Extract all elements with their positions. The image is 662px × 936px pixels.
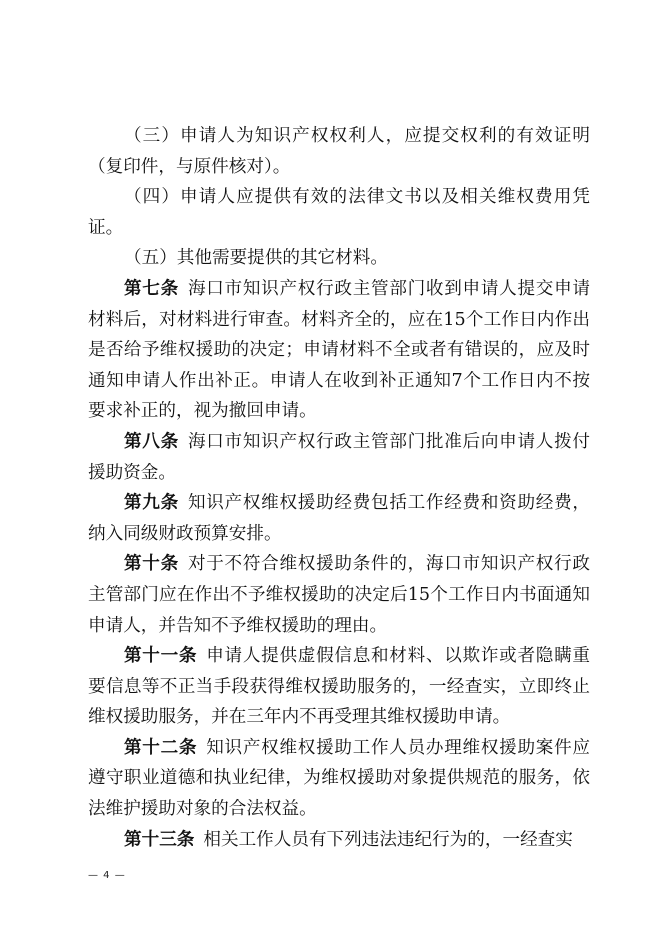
article-text: 申请人提供虚假信息和材料、以欺诈或者隐瞒重要信息等不正当手段获得维权援助服务的，一经查实，立即终止维权援助服务，并在三年内不再受理其维权援助申请。 — [88, 646, 590, 728]
article-heading: 第九条 — [124, 492, 179, 514]
list-item-4 — [88, 182, 590, 243]
article-heading: 第八条 — [124, 430, 179, 452]
list-item-text: （五）其他需要提供的其它材料。 — [124, 248, 388, 269]
article-12 — [88, 733, 590, 825]
list-item-5 — [88, 243, 590, 274]
document-body — [88, 121, 590, 855]
article-text: 海口市知识产权行政主管部门批准后向申请人拨付援助资金。 — [88, 431, 590, 483]
article-9 — [88, 488, 590, 549]
page-number: — 4 — — [88, 870, 126, 881]
article-8 — [88, 427, 590, 488]
article-heading: 第十二条 — [124, 736, 198, 758]
article-10 — [88, 549, 590, 641]
article-text: 对于不符合维权援助条件的，海口市知识产权行政主管部门应在作出不予维权援助的决定后15个工作日内书面通知申请人，并告知不予维权援助的理由。 — [88, 554, 590, 636]
article-13 — [88, 825, 590, 856]
article-text: 知识产权维权援助经费包括工作经费和资助经费，纳入同级财政预算安排。 — [88, 493, 590, 544]
article-text: 知识产权维权援助工作人员办理维权援助案件应遵守职业道德和执业纪律，为维权援助对象提供规范的服务，依法维护援助对象的合法权益。 — [88, 737, 590, 820]
article-heading: 第十条 — [124, 553, 179, 575]
list-item-text: （三）申请人为知识产权权利人，应提交权利的有效证明（复印件，与原件核对）。 — [88, 126, 590, 177]
article-heading: 第十三条 — [124, 828, 195, 850]
article-text: 相关工作人员有下列违法违纪行为的，一经查实 — [203, 829, 573, 850]
article-heading: 第十一条 — [124, 645, 198, 667]
article-heading: 第七条 — [124, 277, 179, 299]
article-11 — [88, 641, 590, 733]
list-item-text: （四）申请人应提供有效的法律文书以及相关维权费用凭证。 — [88, 187, 590, 238]
article-text: 海口市知识产权行政主管部门收到申请人提交申请材料后，对材料进行审查。材料齐全的，应在15个工作日内作出是否给予维权援助的决定；申请材料不全或者有错误的，应及时通知申请人作出补正。申请人在收到补正通知7个工作日内不按要求补正的，视为撤回申请。 — [88, 278, 590, 422]
list-item-3 — [88, 121, 590, 182]
article-7 — [88, 274, 590, 427]
